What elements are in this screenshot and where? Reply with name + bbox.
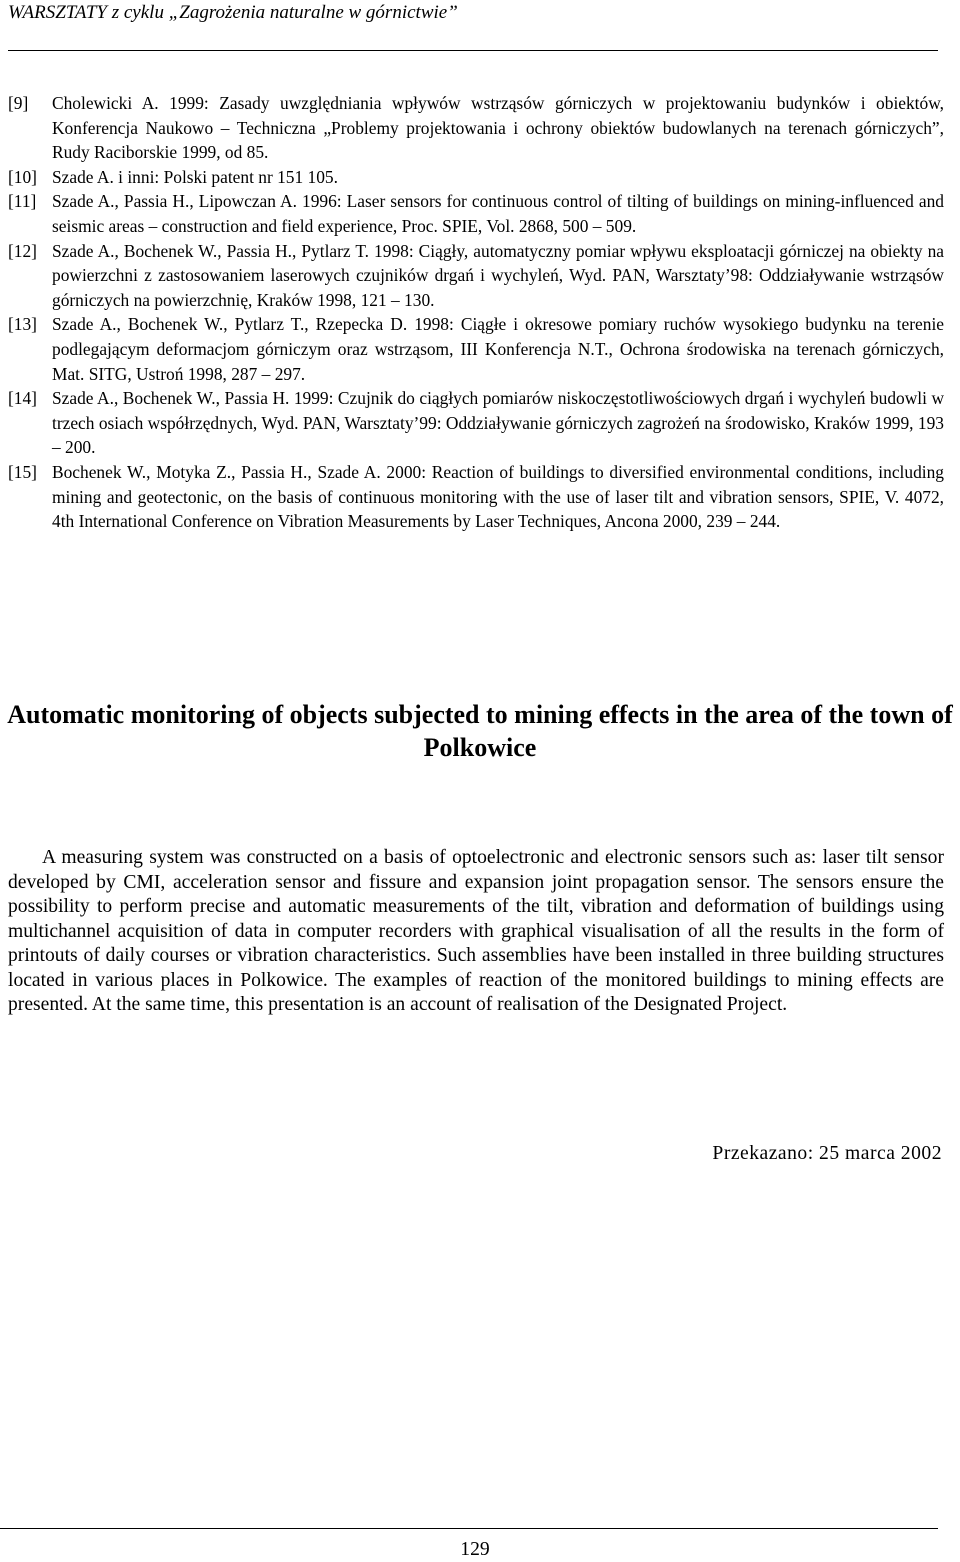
reference-text: Szade A., Bochenek W., Passia H. 1999: Czujnik do ciągłych pomiarów niskoczęstotliwościowych drgań i wychyleń budowli w trzech osiach współrzędnych, Wyd. PAN, Warsztaty’99: Oddziaływanie górniczych zagrożeń na środowisko, Kraków 1999, 193 – 200.	[52, 388, 944, 458]
article-title: Automatic monitoring of objects subjected to mining effects in the area of the town of Polkowice	[7, 700, 953, 762]
reference-list	[8, 91, 944, 534]
reference-number: [12]	[8, 240, 37, 261]
reference-text: Szade A. i inni: Polski patent nr 151 105.	[52, 166, 338, 187]
reference-text: Cholewicki A. 1999: Zasady uwzględniania wpływów wstrząsów górniczych w projektowaniu budynków i obiektów, Konferencja Naukowo – Techniczna „Problemy projektowania i ochrony obiektów budowlanych na terenach górniczych”, Rudy Raciborskie 1999, od 85.	[52, 93, 944, 163]
reference-number: [11]	[8, 191, 37, 212]
reference-number: [13]	[8, 314, 37, 335]
reference-number: [10]	[8, 166, 37, 187]
reference-text: Szade A., Bochenek W., Pytlarz T., Rzepecka D. 1998: Ciągłe i okresowe pomiary ruchów wysokiego budynku na terenie podlegającym deformacjom górniczym oraz wstrząsom, III Konferencja N.T., Ochrona środowiska na terenach górniczych, Mat. SITG, Ustroń 1998, 287 – 297.	[52, 314, 944, 384]
reference-item	[8, 386, 944, 460]
page-number: 129	[460, 1539, 490, 1560]
running-header: WARSZTATY z cyklu „Zagrożenia naturalne w górnictwie”	[8, 2, 458, 23]
abstract-text: A measuring system was constructed on a basis of optoelectronic and electronic sensors such as: laser tilt sensor developed by CMI, acceleration sensor and fissure and expansion joint propagation sensor. The sensors ensure the possibility to perform precise and automatic measurements of the tilt, vibration and deformation of buildings using multichannel acquisition of data in computer recorders with graphical visualisation of all the results in the form of printouts of daily courses or vibration characteristics. Such assemblies have been installed in three building structures located in various places in Polkowice. The examples of reaction of the monitored buildings to mining effects are presented. At the same time, this presentation is an account of realisation of the Designated Project.	[8, 847, 944, 1015]
reference-text: Szade A., Bochenek W., Passia H., Pytlarz T. 1998: Ciągły, automatyczny pomiar wpływu eksploatacji górniczej na obiekty na powierzchni z zastosowaniem laserowych czujników drgań i wychyleń, Wyd. PAN, Warsztaty’98: Oddziaływanie wstrząsów górniczych na powierzchnię, Kraków 1998, 121 – 130.	[52, 240, 944, 310]
reference-item	[8, 189, 944, 238]
reference-number: [9]	[8, 93, 29, 113]
reference-item	[8, 312, 944, 386]
header-divider	[8, 50, 938, 51]
reference-item	[8, 91, 944, 165]
footer-divider	[0, 1528, 938, 1529]
reference-item	[8, 460, 944, 534]
reference-number: [14]	[8, 388, 37, 409]
reference-text: Bochenek W., Motyka Z., Passia H., Szade A. 2000: Reaction of buildings to diversified environmental conditions, including mining and geotectonic, on the basis of continuous monitoring with the use of laser tilt and vibration sensors, SPIE, V. 4072, 4th International Conference on Vibration Measurements by Laser Techniques, Ancona 2000, 239 – 244.	[52, 461, 944, 532]
reference-number: [15]	[8, 461, 37, 482]
received-date: Przekazano: 25 marca 2002	[712, 1143, 942, 1164]
reference-item	[8, 239, 944, 313]
reference-item	[8, 165, 944, 190]
reference-text: Szade A., Passia H., Lipowczan A. 1996: Laser sensors for continuous control of tilting of buildings on mining-influenced and seismic areas – construction and field experience, Proc. SPIE, Vol. 2868, 500 – 509.	[52, 191, 944, 236]
